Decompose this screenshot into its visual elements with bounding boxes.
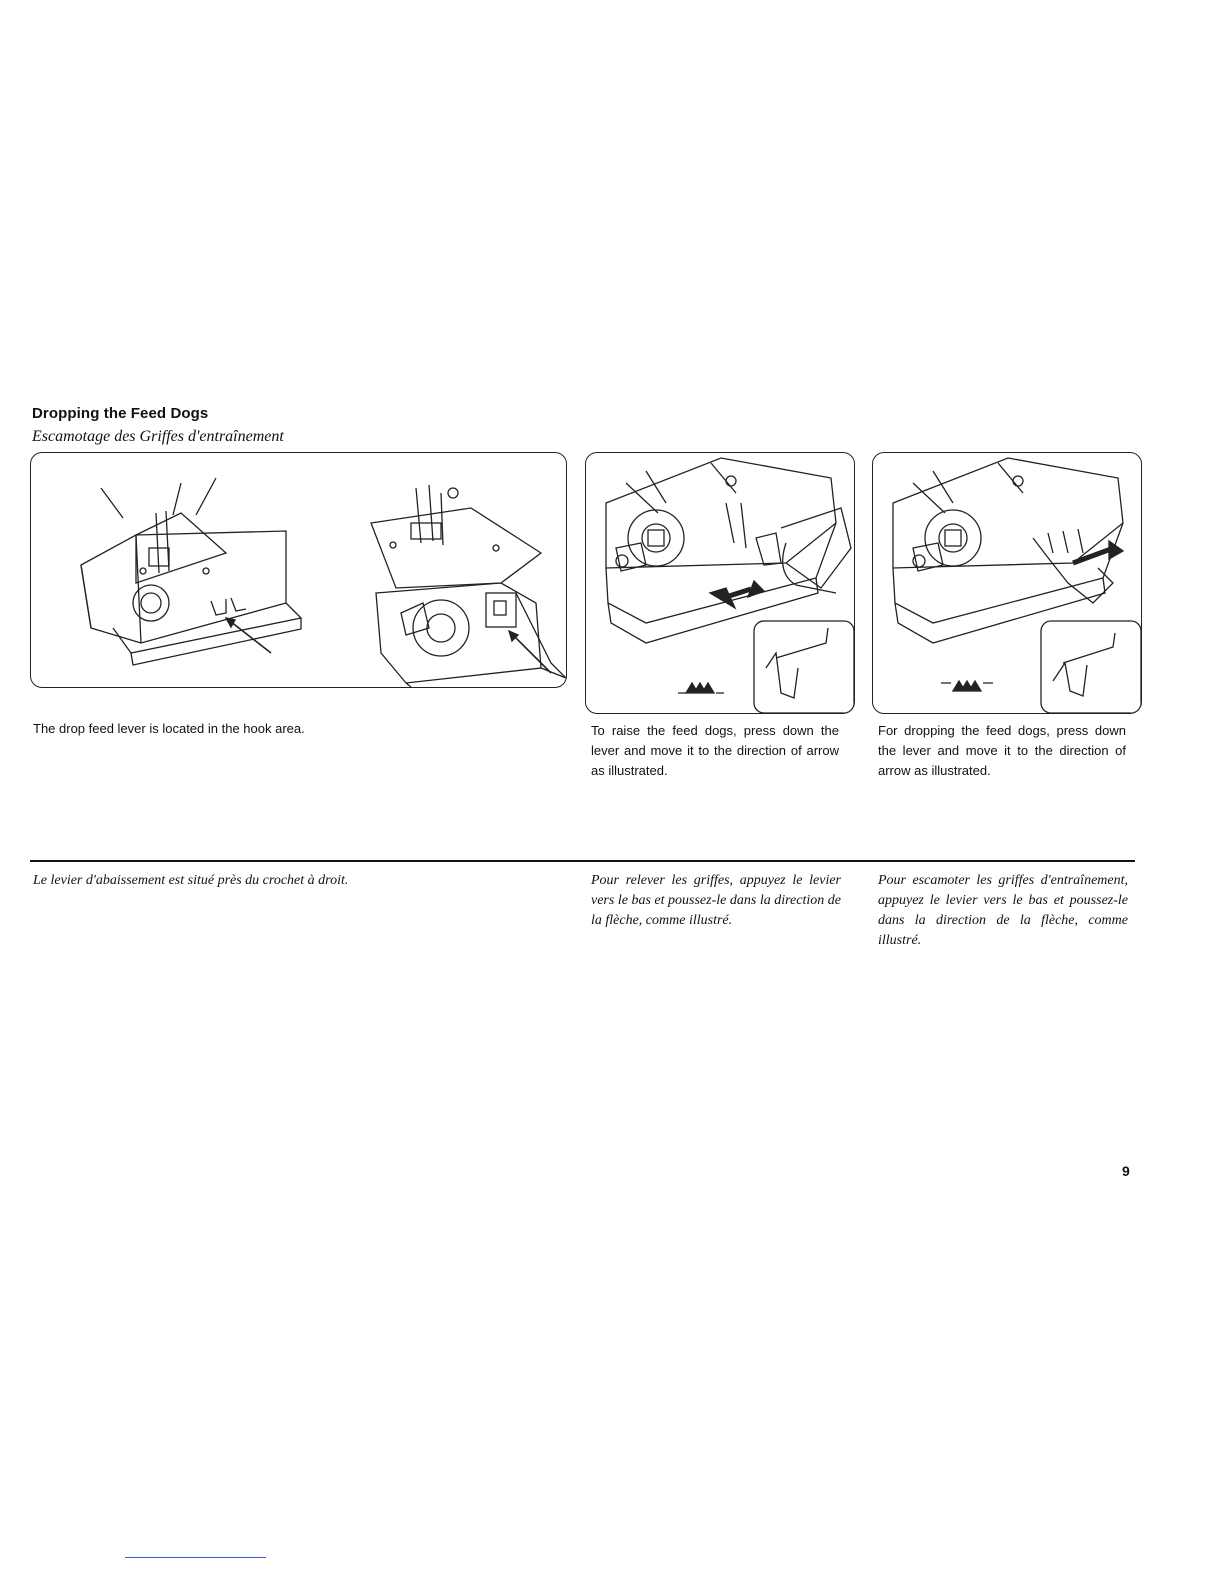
machine-open-cover-icon <box>371 485 566 687</box>
raise-feed-dogs-illustration <box>586 453 854 713</box>
illustration-panel-raise-feed-dogs <box>585 452 855 714</box>
feed-dogs-raised-icon <box>678 683 724 693</box>
caption-raise-feed-dogs-french: Pour relever les griffes, appuyez le levier vers le bas et poussez-le dans la direction de la flèche, comme illustré. <box>591 873 841 928</box>
hook-area-illustration <box>31 453 566 687</box>
caption-drop-feed-dogs: For dropping the feed dogs, press down the lever and move it to the direction of arrow as illustrated. <box>878 723 1126 778</box>
caption-raise-feed-dogs: To raise the feed dogs, press down the lever and move it to the direction of arrow as illustrated. <box>591 723 839 778</box>
caption-drop-feed-lever-location-french: Le levier d'abaissement est situé près du crochet à droit. <box>33 873 349 888</box>
caption-drop-feed-dogs-french: Pour escamoter les griffes d'entraînement, appuyez le levier vers le bas et poussez-le dans la direction de la flèche, comme illustré. <box>878 873 1128 948</box>
illustration-panel-hook-area <box>30 452 567 688</box>
section-title: Dropping the Feed Dogs <box>32 405 209 422</box>
drop-feed-dogs-illustration <box>873 453 1141 713</box>
page-number: 9 <box>1122 1163 1130 1179</box>
feed-dogs-lowered-icon <box>941 681 993 691</box>
illustration-panel-drop-feed-dogs <box>872 452 1142 714</box>
machine-front-view-icon <box>81 478 301 665</box>
section-title-french: Escamotage des Griffes d'entraînement <box>32 428 284 445</box>
footer-rule <box>125 1557 266 1558</box>
section-divider <box>30 860 1135 862</box>
caption-drop-feed-lever-location: The drop feed lever is located in the hook area. <box>33 721 305 736</box>
